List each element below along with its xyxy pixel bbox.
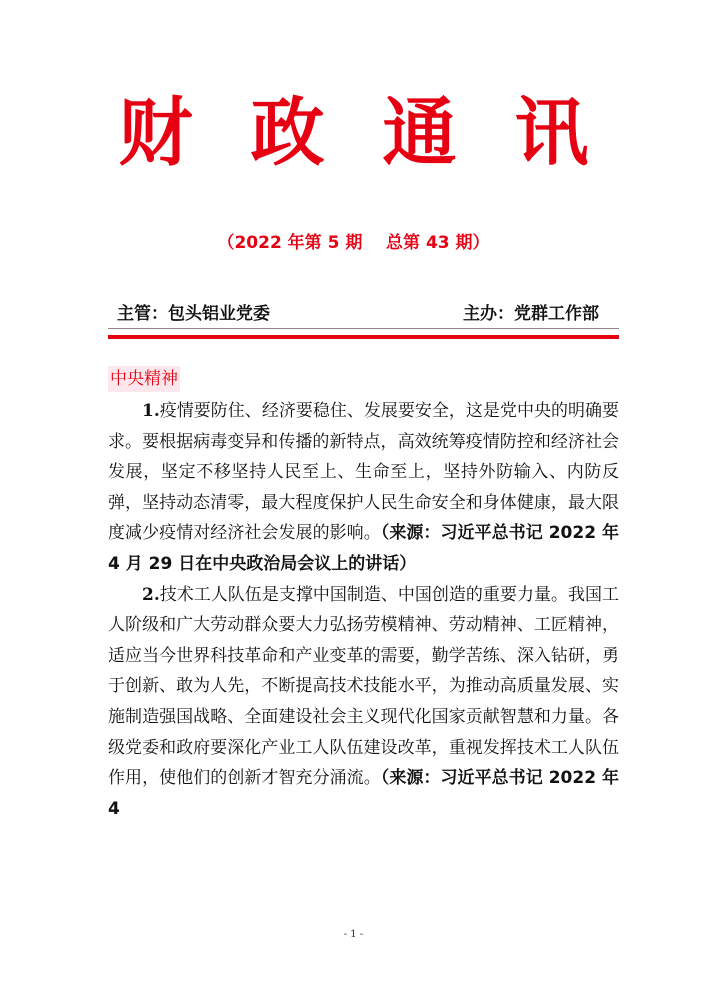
article-body (108, 396, 619, 824)
organizer-label: 主办：党群工作部 (463, 304, 599, 324)
page-number: - 1 - (343, 929, 364, 940)
item-text: 疫情要防住、经济要稳住、发展要安全，这是党中央的明确要求。要根据病毒变异和传播的新特点，高效统筹疫情防控和经济社会发展，坚定不移坚持人民至上、生命至上，坚持外防输入、内防反弹，坚持动态清零，最大程度保护人民生命安全和身体健康，最大限度减少疫情对经济社会发展的影响。 (108, 401, 619, 544)
header-divider-thick (108, 335, 619, 339)
item-text: 技术工人队伍是支撑中国制造、中国创造的重要力量。我国工人阶级和广大劳动群众要大力弘扬劳模精神、劳动精神、工匠精神，适应当今世界科技革命和产业变革的需要，勤学苦练、深入钻研，勇于创新、敢为人先，不断提高技术技能水平，为推动高质量发展、实施制造强国战略、全面建设社会主义现代化国家贡献智慧和力量。各级党委和政府要深化产业工人队伍建设改革，重视发挥技术工人队伍作用，使他们的创新才智充分涌流。 (108, 584, 619, 789)
header-divider-thin (108, 328, 619, 329)
item-source: （来源：习近平总书记 2022 年 4 月 29 日在中央政治局会议上的讲话） (108, 523, 620, 574)
section-heading: 中央精神 (108, 366, 180, 392)
publisher-info-row (117, 299, 599, 323)
issue-number: （2022 年第 5 期 总第 43 期） (217, 233, 490, 253)
article-item-2 (108, 580, 619, 825)
article-item-1 (108, 396, 619, 580)
supervisor-label: 主管：包头铝业党委 (117, 304, 270, 324)
masthead-title: 财政通讯 (118, 90, 647, 176)
item-source: （来源：习近平总书记 2022 年 4 (108, 768, 620, 819)
item-number: 1. (142, 401, 160, 421)
item-number: 2. (142, 584, 160, 605)
